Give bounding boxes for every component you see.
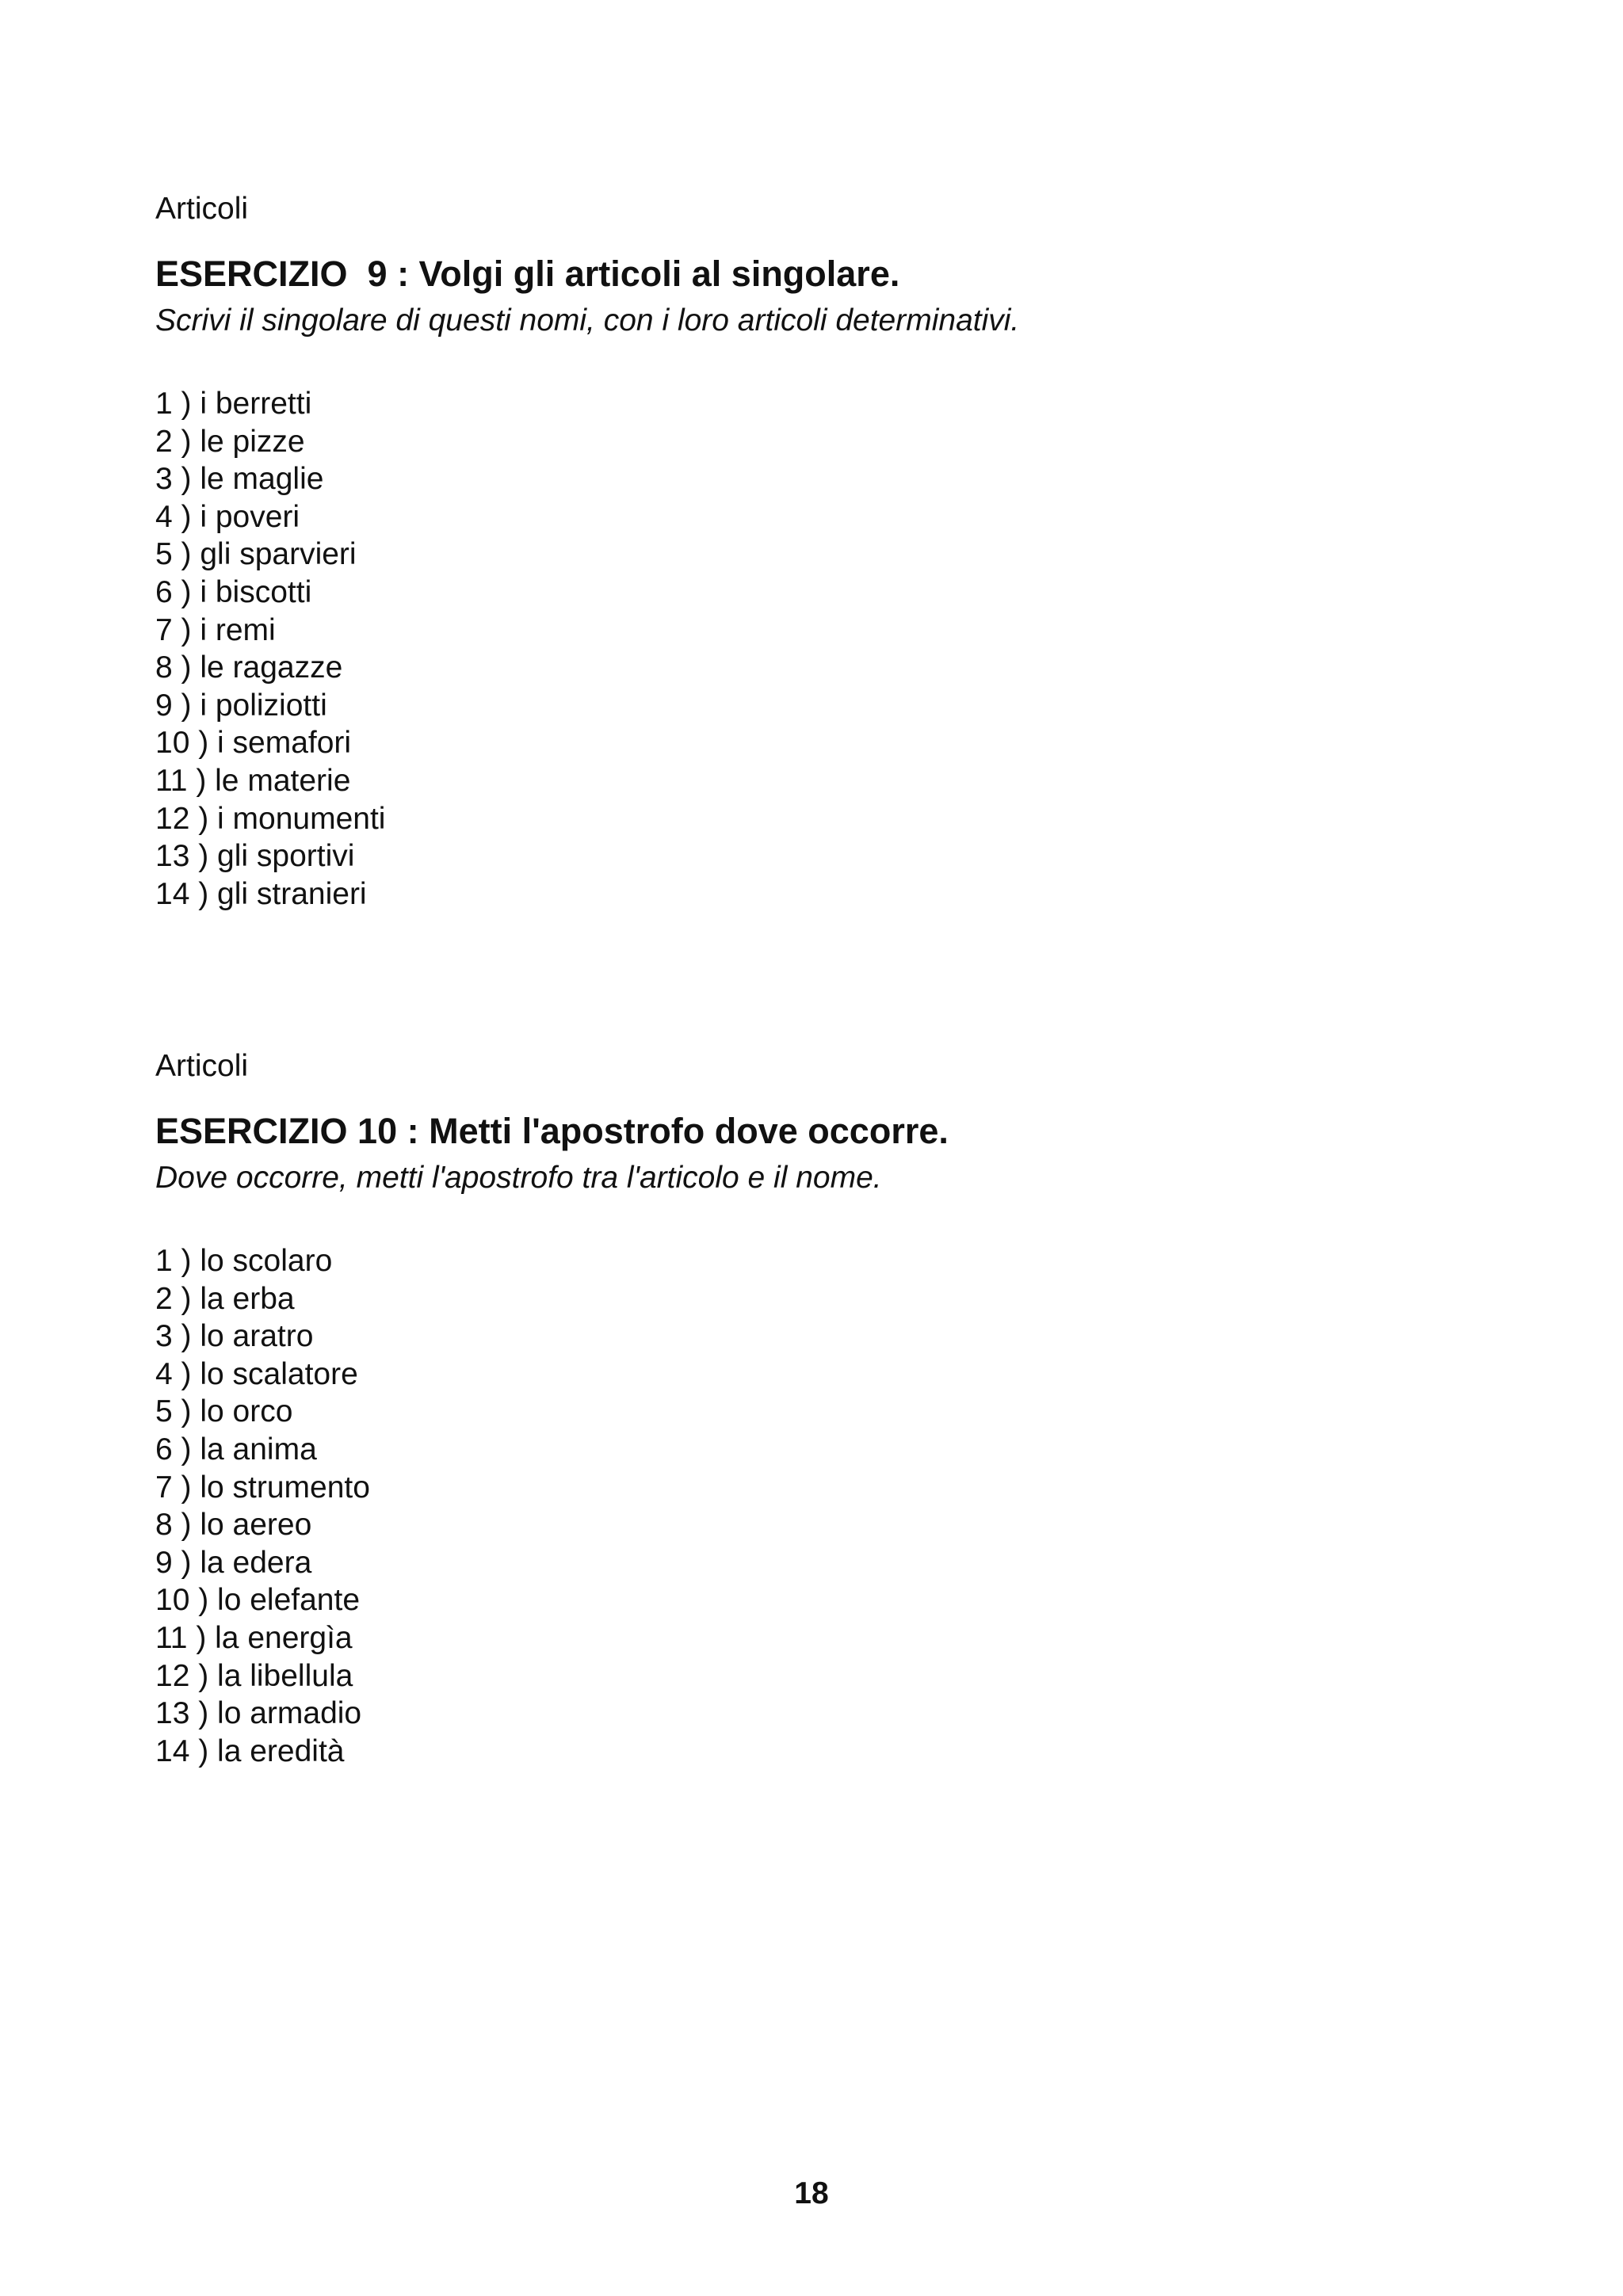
list-item: 13 ) lo armadio [155, 1696, 362, 1731]
exercise-section-10 [155, 1047, 1503, 1770]
list-item: 10 ) lo elefante [155, 1583, 361, 1618]
list-item: 13 ) gli sportivi [155, 839, 355, 874]
list-item: 3 ) lo aratro [155, 1319, 314, 1354]
exercise-title: ESERCIZIO 10 : Metti l'apostrofo dove occorre. [155, 1111, 949, 1151]
list-item: 11 ) le materie [155, 763, 351, 798]
list-item: 12 ) la libellula [155, 1658, 353, 1693]
exercise-list [155, 1242, 1503, 1770]
list-item: 1 ) lo scolaro [155, 1244, 333, 1278]
list-item: 9 ) i poliziotti [155, 688, 327, 723]
list-item: 2 ) le pizze [155, 424, 305, 459]
list-item: 14 ) gli stranieri [155, 876, 367, 911]
list-item: 14 ) la eredità [155, 1733, 345, 1768]
section-label: Articoli [155, 1049, 249, 1083]
list-item: 1 ) i berretti [155, 387, 312, 421]
list-item: 11 ) la energìa [155, 1620, 353, 1655]
list-item: 7 ) lo strumento [155, 1470, 370, 1505]
section-label: Articoli [155, 192, 249, 226]
list-item: 4 ) lo scalatore [155, 1356, 358, 1391]
exercise-instruction: Scrivi il singolare di questi nomi, con i loro articoli determinativi. [155, 303, 1020, 338]
page-number: 18 [794, 2176, 829, 2210]
list-item: 8 ) le ragazze [155, 650, 343, 685]
list-item: 8 ) lo aereo [155, 1508, 312, 1543]
list-item: 10 ) i semafori [155, 726, 352, 761]
exercise-title: ESERCIZIO 9 : Volgi gli articoli al singolare. [155, 254, 900, 294]
list-item: 2 ) la erba [155, 1281, 295, 1316]
list-item: 5 ) lo orco [155, 1394, 293, 1429]
exercise-list [155, 385, 1503, 913]
list-item: 9 ) la edera [155, 1545, 312, 1580]
list-item: 6 ) i biscotti [155, 574, 312, 609]
list-item: 3 ) le maglie [155, 462, 324, 497]
list-item: 4 ) i poveri [155, 499, 300, 534]
exercise-instruction: Dove occorre, metti l'apostrofo tra l'articolo e il nome. [155, 1161, 882, 1195]
exercise-section-9 [155, 190, 1503, 913]
list-item: 12 ) i monumenti [155, 801, 386, 836]
list-item: 6 ) la anima [155, 1432, 317, 1466]
list-item: 5 ) gli sparvieri [155, 537, 357, 572]
list-item: 7 ) i remi [155, 612, 276, 647]
